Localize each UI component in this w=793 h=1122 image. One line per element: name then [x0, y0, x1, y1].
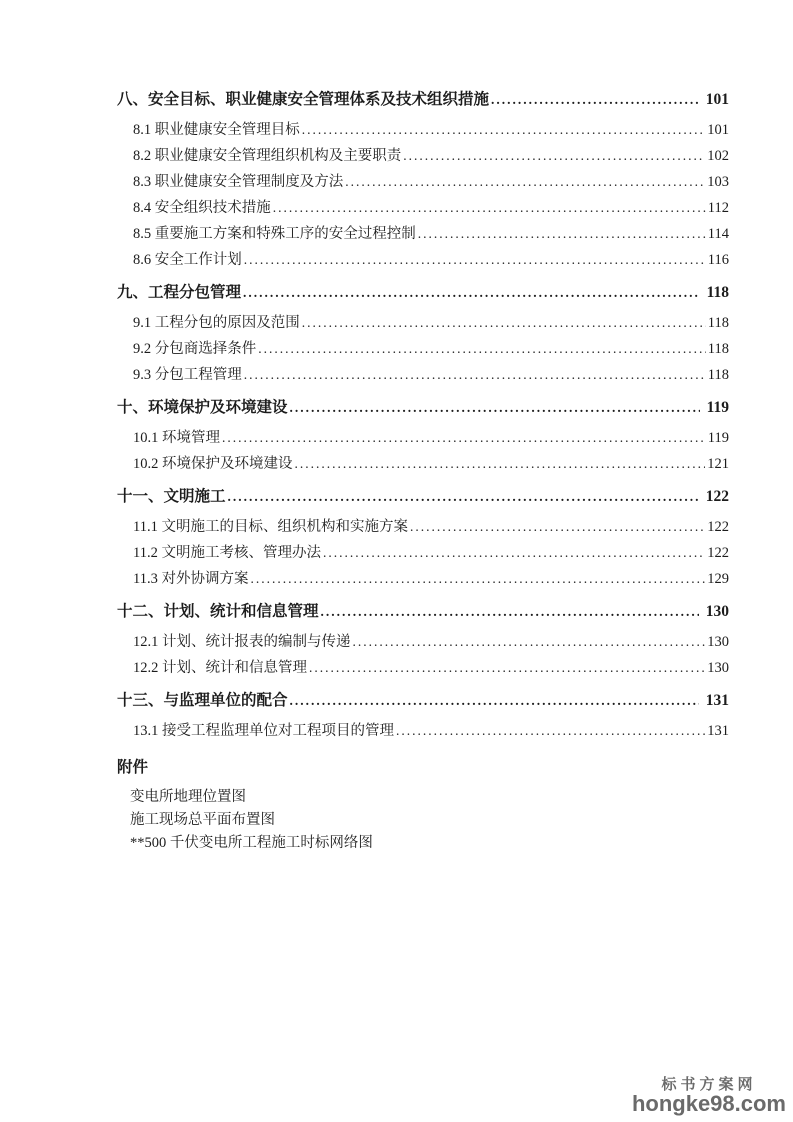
toc-subsection-page-number: 118 [707, 315, 729, 331]
dot-leader [273, 195, 706, 221]
toc-subsection-entry[interactable] [117, 117, 729, 143]
dot-leader [353, 629, 706, 655]
toc-subsection-entry[interactable] [117, 195, 729, 221]
toc-chapter-page-number: 131 [705, 692, 729, 709]
toc-subsection-page-number: 103 [707, 174, 729, 190]
toc-chapter-entry[interactable] [117, 89, 729, 110]
toc-subsection-page-number: 130 [707, 634, 729, 650]
table-of-contents [117, 89, 729, 744]
toc-subsection-entry[interactable] [117, 514, 729, 540]
toc-chapter-page-number: 101 [705, 91, 729, 108]
toc-subsection-label: 9.2 分包商选择条件 [133, 341, 257, 357]
dot-leader [250, 566, 705, 592]
toc-subsection-entry[interactable] [117, 169, 729, 195]
dot-leader [321, 601, 699, 622]
dot-leader [396, 718, 705, 744]
dot-leader [222, 425, 706, 451]
dot-leader [290, 690, 699, 711]
toc-subsection-label: 11.3 对外协调方案 [133, 571, 249, 587]
watermark-site-url: hongke98.com [631, 1091, 786, 1116]
toc-chapter-page-number: 119 [706, 399, 729, 416]
dot-leader [418, 221, 706, 247]
toc-subsection-page-number: 129 [707, 571, 729, 587]
appendix-section [117, 757, 729, 855]
toc-chapter-entry[interactable] [117, 282, 729, 303]
toc-subsection-page-number: 121 [707, 456, 729, 472]
dot-leader [228, 486, 699, 507]
toc-subsection-page-number: 116 [707, 252, 729, 268]
toc-subsection-page-number: 112 [707, 200, 729, 216]
dot-leader [309, 655, 705, 681]
toc-chapter-entry[interactable] [117, 486, 729, 507]
dot-leader [244, 247, 706, 273]
dot-leader [491, 89, 699, 110]
toc-chapter-label: 十三、与监理单位的配合 [117, 692, 288, 709]
toc-subsection-page-number: 131 [707, 723, 729, 739]
toc-chapter-entry[interactable] [117, 601, 729, 622]
toc-subsection-label: 10.2 环境保护及环境建设 [133, 456, 293, 472]
dot-leader [302, 117, 706, 143]
toc-subsection-label: 8.5 重要施工方案和特殊工序的安全过程控制 [133, 226, 416, 242]
dot-leader [302, 310, 706, 336]
toc-chapter-label: 十一、文明施工 [117, 488, 226, 505]
toc-subsection-label: 13.1 接受工程监理单位对工程项目的管理 [133, 723, 394, 739]
toc-subsection-entry[interactable] [117, 221, 729, 247]
page-content [117, 89, 729, 855]
toc-subsection-entry[interactable] [117, 655, 729, 681]
dot-leader [323, 540, 705, 566]
appendix-item: 施工现场总平面布置图 [130, 812, 275, 828]
toc-subsection-page-number: 122 [707, 519, 729, 535]
toc-subsection-page-number: 102 [707, 148, 729, 164]
toc-chapter-page-number: 130 [705, 603, 729, 620]
dot-leader [345, 169, 705, 195]
toc-subsection-label: 12.1 计划、统计报表的编制与传递 [133, 634, 351, 650]
toc-subsection-page-number: 118 [707, 367, 729, 383]
toc-subsection-label: 8.2 职业健康安全管理组织机构及主要职责 [133, 148, 402, 164]
watermark-site-name: 标书方案网 [661, 1076, 757, 1093]
watermark [632, 1076, 786, 1115]
dot-leader [290, 397, 700, 418]
toc-subsection-page-number: 122 [707, 545, 729, 561]
toc-chapter-label: 十二、计划、统计和信息管理 [117, 603, 319, 620]
dot-leader [403, 143, 705, 169]
toc-chapter-label: 十、环境保护及环境建设 [117, 399, 288, 416]
dot-leader [295, 451, 706, 477]
toc-subsection-label: 12.2 计划、统计和信息管理 [133, 660, 307, 676]
toc-subsection-page-number: 101 [707, 122, 729, 138]
toc-chapter-entry[interactable] [117, 397, 729, 418]
toc-subsection-label: 8.3 职业健康安全管理制度及方法 [133, 174, 344, 190]
toc-chapter-label: 九、工程分包管理 [117, 284, 242, 301]
toc-subsection-label: 11.2 文明施工考核、管理办法 [133, 545, 321, 561]
toc-subsection-label: 11.1 文明施工的目标、组织机构和实施方案 [133, 519, 408, 535]
toc-subsection-page-number: 130 [707, 660, 729, 676]
toc-subsection-entry[interactable] [117, 629, 729, 655]
appendix-item: 变电所地理位置图 [130, 789, 246, 805]
dot-leader [410, 514, 705, 540]
toc-subsection-entry[interactable] [117, 362, 729, 388]
appendix-item-list [117, 786, 729, 855]
toc-subsection-entry[interactable] [117, 247, 729, 273]
toc-subsection-entry[interactable] [117, 310, 729, 336]
dot-leader [244, 362, 706, 388]
dot-leader [258, 336, 706, 362]
dot-leader [243, 282, 700, 303]
toc-subsection-page-number: 118 [707, 341, 729, 357]
toc-subsection-entry[interactable] [117, 425, 729, 451]
toc-subsection-entry[interactable] [117, 718, 729, 744]
toc-subsection-label: 8.4 安全组织技术措施 [133, 200, 271, 216]
toc-subsection-entry[interactable] [117, 336, 729, 362]
toc-chapter-page-number: 122 [705, 488, 729, 505]
toc-chapter-entry[interactable] [117, 690, 729, 711]
toc-subsection-label: 8.6 安全工作计划 [133, 252, 242, 268]
toc-subsection-entry[interactable] [117, 451, 729, 477]
appendix-title: 附件 [117, 759, 149, 776]
toc-subsection-label: 9.3 分包工程管理 [133, 367, 242, 383]
toc-chapter-label: 八、安全目标、职业健康安全管理体系及技术组织措施 [117, 91, 490, 108]
toc-subsection-label: 10.1 环境管理 [133, 430, 220, 446]
toc-subsection-label: 8.1 职业健康安全管理目标 [133, 122, 300, 138]
toc-subsection-entry[interactable] [117, 540, 729, 566]
toc-subsection-entry[interactable] [117, 566, 729, 592]
toc-chapter-page-number: 118 [706, 284, 729, 301]
toc-subsection-label: 9.1 工程分包的原因及范围 [133, 315, 300, 331]
appendix-item: **500 千伏变电所工程施工时标网络图 [130, 835, 373, 851]
toc-subsection-entry[interactable] [117, 143, 729, 169]
toc-subsection-page-number: 119 [707, 430, 729, 446]
toc-subsection-page-number: 114 [707, 226, 729, 242]
